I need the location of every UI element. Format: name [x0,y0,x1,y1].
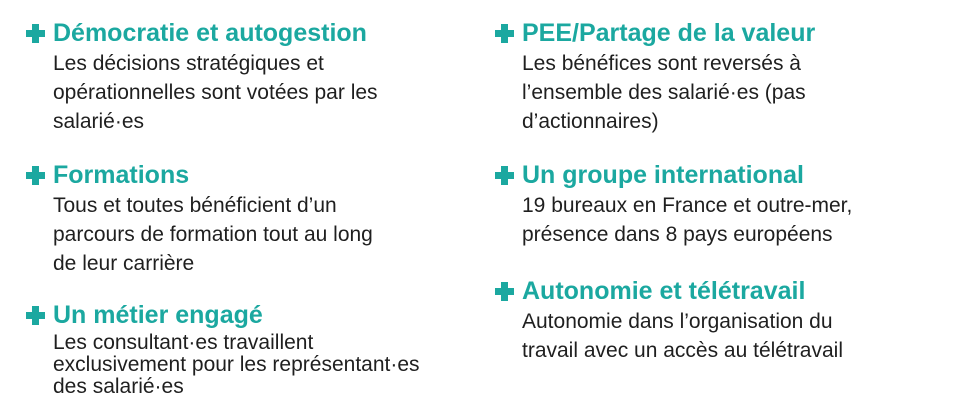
description-line: Tous et toutes bénéficient d’un [53,194,337,217]
item-title [495,276,843,306]
item-autonomie [495,276,843,365]
description-line: opérationnelles sont votées par les [53,81,378,104]
description-line: salarié·es [53,110,145,133]
description-line: Les décisions stratégiques et [53,52,324,75]
description-line: 19 bureaux en France et outre-mer, [522,194,853,217]
item-title [26,160,373,190]
plus-icon [26,306,45,325]
plus-icon [26,166,45,185]
item-description [26,49,378,136]
description-line: l’ensemble des salarié·es (pas [522,81,806,104]
item-description [495,49,815,136]
item-title-text: Autonomie et télétravail [522,277,806,305]
item-title-text: PEE/Partage de la valeur [522,19,816,47]
description-line: parcours de formation tout au long [53,223,373,246]
description-line: Autonomie dans l’organisation du [522,310,833,333]
item-formations [26,160,373,278]
item-description [26,332,420,398]
item-title [26,300,420,330]
description-line: présence dans 8 pays européens [522,223,833,246]
item-title-text: Un métier engagé [53,301,263,329]
item-title [26,18,378,48]
plus-icon [495,282,514,301]
item-description [495,191,852,249]
item-title-text: Formations [53,161,190,189]
item-description [495,307,843,365]
item-title [495,18,815,48]
description-line: Les consultant·es travaillent [53,331,314,354]
item-title-text: Démocratie et autogestion [53,19,367,47]
item-title [495,160,852,190]
description-line: d’actionnaires) [522,110,659,133]
item-democratie [26,18,378,136]
plus-icon [495,166,514,185]
plus-icon [495,24,514,43]
plus-icon [26,24,45,43]
description-line: exclusivement pour les représentant·es [53,353,420,376]
description-line: de leur carrière [53,252,195,275]
description-line: des salarié·es [53,375,184,398]
description-line: Les bénéfices sont reversés à [522,52,801,75]
item-metier-engage [26,300,420,398]
item-groupe-international [495,160,852,249]
item-description [26,191,373,278]
description-line: travail avec un accès au télétravail [522,339,843,362]
item-pee [495,18,815,136]
item-title-text: Un groupe international [522,161,804,189]
